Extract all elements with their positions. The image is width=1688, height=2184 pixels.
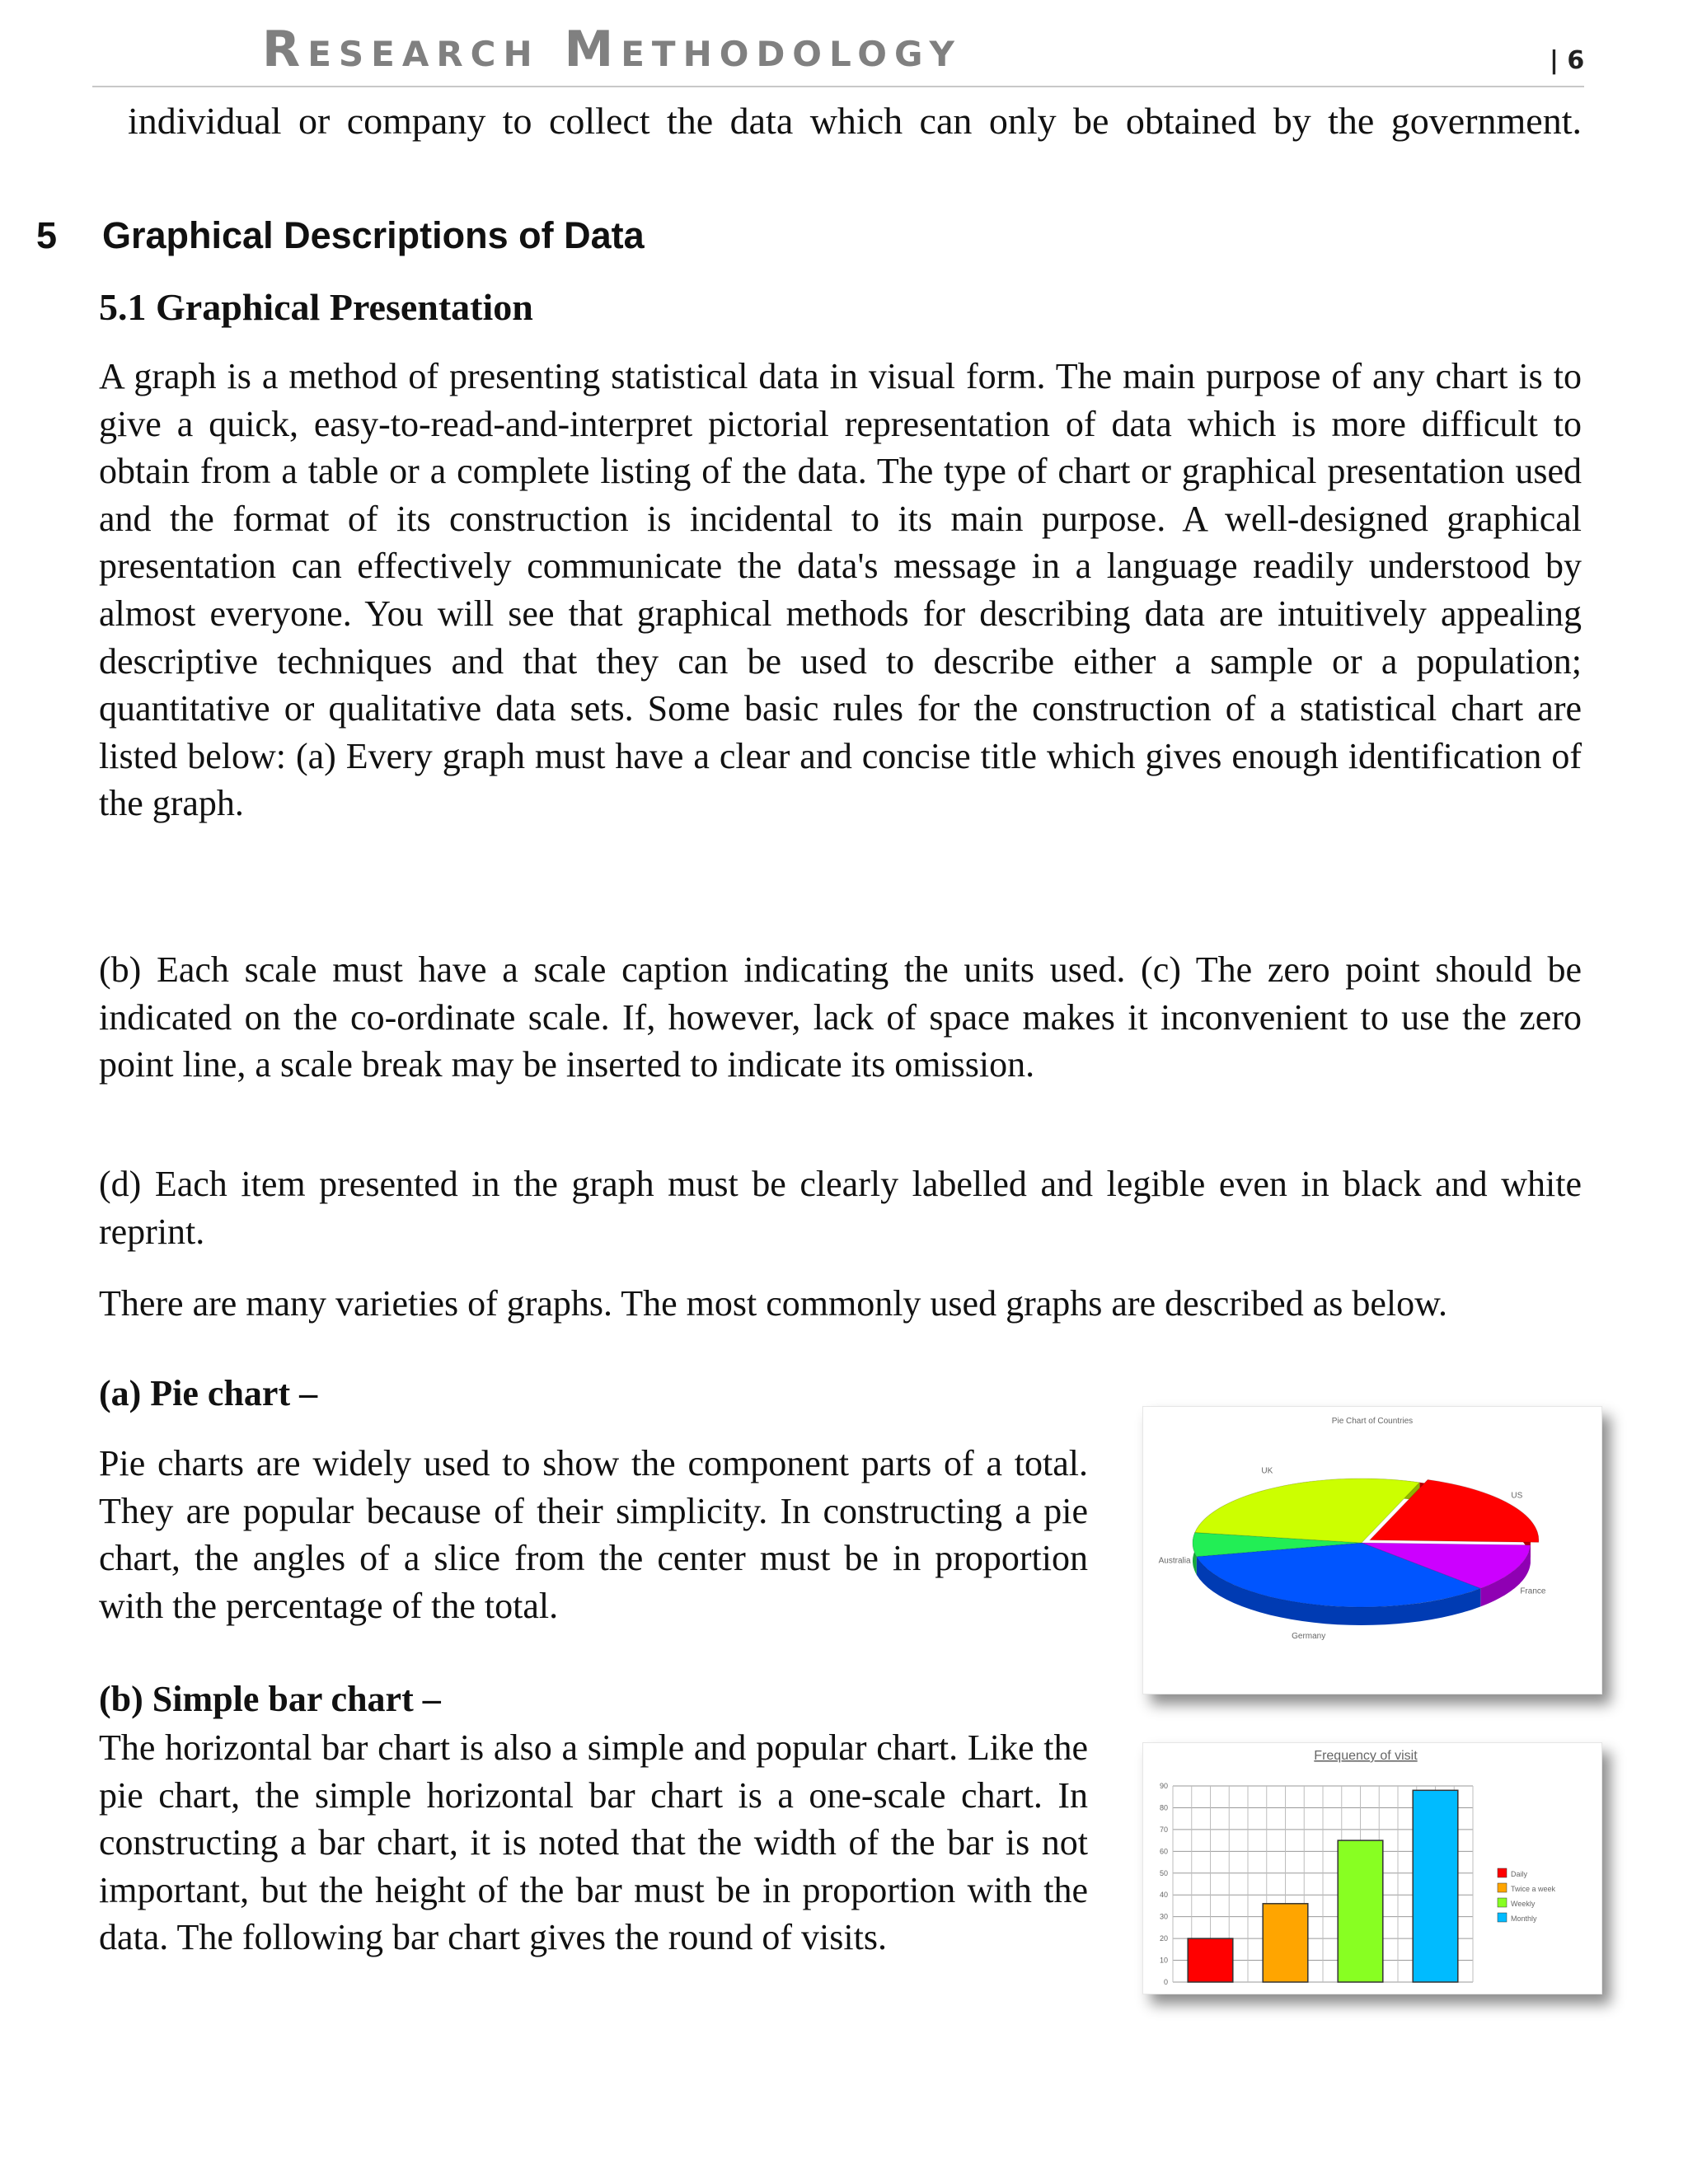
page-number: | 6 xyxy=(1550,46,1585,75)
section-number: 5 xyxy=(36,214,58,256)
bar-y-tick-label: 20 xyxy=(1159,1934,1168,1943)
bar-daily xyxy=(1188,1938,1233,1982)
section-title: Graphical Descriptions of Data xyxy=(102,214,645,256)
legend-swatch xyxy=(1498,1898,1507,1907)
bar-twice-a-week xyxy=(1263,1904,1308,1982)
legend-swatch xyxy=(1498,1913,1507,1922)
paragraph-varieties: There are many varieties of graphs. The most commonly used graphs are described as below. xyxy=(99,1283,1448,1324)
bar-y-tick-label: 40 xyxy=(1159,1891,1168,1900)
pie-label-france: France xyxy=(1520,1586,1546,1596)
bar-y-tick-label: 0 xyxy=(1163,1978,1168,1986)
legend-swatch xyxy=(1498,1868,1507,1877)
bar-chart-description: The horizontal bar chart is also a simple and popular chart. Like the pie chart, the simple horizontal bar chart is a one-scale chart. In constructing a bar chart, it is noted that the width of the bar is not important, but the height of the bar must be in proportion with the data. The following bar chart gives the round of visits. xyxy=(99,1727,1088,1958)
pie-label-australia: Australia xyxy=(1158,1556,1191,1566)
bar-y-tick-label: 10 xyxy=(1159,1956,1168,1965)
legend-label: Monthly xyxy=(1511,1915,1537,1923)
bar-y-tick-label: 30 xyxy=(1159,1912,1168,1921)
paragraph-rules-b-c: (b) Each scale must have a scale caption indicating the units used. (c) The zero point should be indicated on the co-ordinate scale. If, however, lack of space makes it inconvenient to use the zero point line, a scale break may be inserted to indicate its omission. xyxy=(99,949,1582,1085)
bar-y-tick-label: 80 xyxy=(1159,1803,1168,1812)
pie-label-germany: Germany xyxy=(1292,1632,1326,1641)
legend-label: Weekly xyxy=(1511,1900,1536,1908)
paragraph-intro: A graph is a method of presenting statistical data in visual form. The main purpose of any chart is to give a quick, easy-to-read-and-interpret pictorial representation of data which is more difficult to obtain from a table or a complete listing of the data. The type of chart or graphical presentation used and the format of its construction is incidental to its main purpose. A well-designed graphical presentation can effectively communicate the data's message in a language readily understood by almost everyone. You will see that graphical methods for describing data are intuitively appealing descriptive techniques and that they can be used to describe either a sample or a population; quantitative or qualitative data sets. Some basic rules for the construction of a statistical chart are listed below: (a) Every graph must have a clear and concise title which gives enough identification of the graph. xyxy=(99,356,1582,824)
header-divider xyxy=(92,86,1584,87)
bar-y-tick-label: 70 xyxy=(1159,1825,1168,1834)
legend-label: Twice a week xyxy=(1511,1885,1556,1893)
legend-label: Daily xyxy=(1511,1870,1528,1878)
bar-y-tick-label: 90 xyxy=(1159,1782,1168,1790)
bar-weekly xyxy=(1338,1840,1383,1982)
pie-chart-figure xyxy=(1142,1406,1602,1694)
pie-chart-description: Pie charts are widely used to show the component parts of a total. They are popular because of their simplicity. In constructing a pie chart, the angles of a slice from the center must be in proportion with the percentage of the total. xyxy=(99,1443,1088,1626)
header-title: Research Methodology xyxy=(262,21,962,78)
pie-label-uk: UK xyxy=(1261,1466,1273,1476)
subsection-title: 5.1 Graphical Presentation xyxy=(99,286,533,328)
bar-chart-figure xyxy=(1142,1742,1602,1994)
bar-chart xyxy=(1143,1743,1601,1994)
pie-chart-title: Pie Chart of Countries xyxy=(1331,1417,1414,1426)
bar-chart-heading: (b) Simple bar chart – xyxy=(99,1679,441,1719)
bar-chart-title: Frequency of visit xyxy=(1314,1749,1418,1763)
pie-label-us: US xyxy=(1511,1491,1523,1501)
pie-chart xyxy=(1143,1407,1601,1694)
continuation-line: individual or company to collect the data which can only be obtained by the government. xyxy=(128,100,1582,142)
legend-swatch xyxy=(1498,1883,1507,1892)
pie-chart-heading: (a) Pie chart – xyxy=(99,1373,318,1413)
bar-y-tick-label: 50 xyxy=(1159,1868,1168,1877)
paragraph-rule-d: (d) Each item presented in the graph must be clearly labelled and legible even in black and white reprint. xyxy=(99,1164,1582,1252)
bar-y-tick-label: 60 xyxy=(1159,1847,1168,1856)
bar-monthly xyxy=(1413,1790,1458,1982)
